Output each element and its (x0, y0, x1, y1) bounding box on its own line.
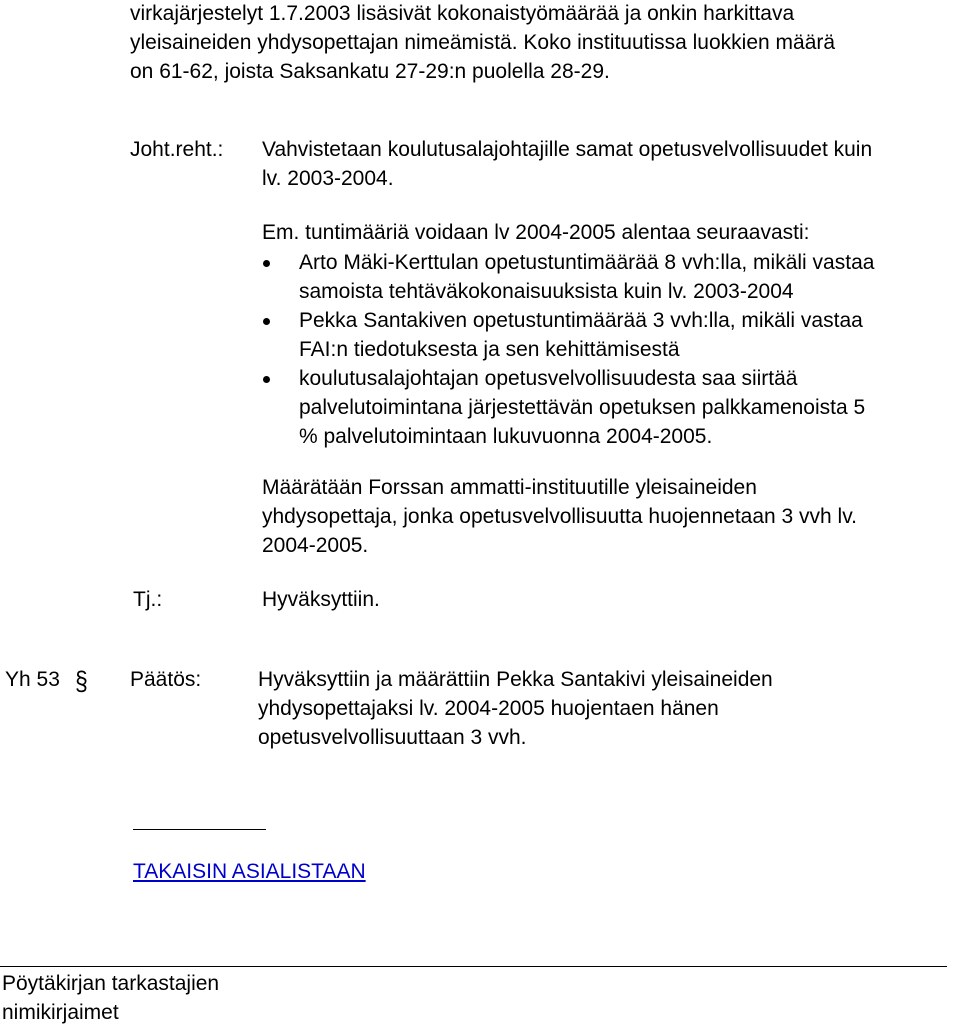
assignment-line: yhdysopettaja, jonka opetusvelvollisuutta huojennetaan 3 vvh lv. (262, 505, 858, 528)
footer-rule (0, 966, 947, 967)
bullet-line: samoista tehtäväkokonaisuuksista kuin lv. 2003-2004 (299, 280, 794, 303)
assignment-line: Määrätään Forssan ammatti-instituutille yleisaineiden (262, 476, 757, 499)
bullet-item (299, 306, 863, 364)
separator-rule (133, 829, 266, 830)
assignment-paragraph (262, 473, 857, 560)
decision-line: yhdysopettajaksi lv. 2004-2005 huojentaen hänen (258, 697, 719, 720)
decision-line: Hyväksyttiin ja määrättiin Pekka Santakivi yleisaineiden (258, 668, 773, 691)
bullet-line: Arto Mäki-Kerttulan opetustuntimäärää 8 vvh:lla, mikäli vastaa (299, 251, 875, 274)
bullet-line: FAI:n tiedotuksesta ja sen kehittämisestä (299, 338, 680, 361)
bullet-item (299, 364, 865, 451)
intro-paragraph (130, 0, 835, 86)
footer-line: Pöytäkirjan tarkastajien (2, 972, 220, 995)
bullet-dot (263, 318, 270, 325)
proposal-line: lv. 2003-2004. (262, 167, 394, 190)
proposal-line: Vahvistetaan koulutusalajohtajille samat opetusvelvollisuudet kuin (262, 138, 873, 161)
intro-line: yleisaineiden yhdysopettajan nimeämistä. Koko instituutissa luokkien määrä (130, 31, 836, 54)
intro-line: on 61-62, joista Saksankatu 27-29:n puolella 28-29. (130, 60, 610, 83)
section-sign: § (75, 665, 88, 696)
bullet-line: koulutusalajohtajan opetusvelvollisuudesta saa siirtää (299, 367, 798, 390)
assignment-line: 2004-2005. (262, 534, 369, 557)
bullet-dot (263, 260, 270, 267)
footer-line: nimikirjaimet (2, 1001, 119, 1024)
intro-line: virkajärjestelyt 1.7.2003 lisäsivät kokonaistyömäärää ja onkin harkittava (130, 2, 795, 25)
section-ref: Yh 53 (5, 668, 60, 691)
joht-reht-label: Joht.reht.: (130, 138, 224, 161)
bullet-item (299, 248, 874, 306)
decision-text (258, 665, 773, 752)
bullet-line: % palvelutoimintaan lukuvuonna 2004-2005. (299, 425, 713, 448)
bullet-line: palvelutoimintana järjestettävän opetuksen palkkamenoista 5 (299, 396, 866, 419)
bullet-dot (263, 376, 270, 383)
proposal-paragraph (262, 135, 872, 193)
back-to-agenda-link[interactable]: TAKAISIN ASIALISTAAN (133, 860, 366, 883)
footer-initials (2, 969, 219, 1027)
bullet-line: Pekka Santakiven opetustuntimäärää 3 vvh:lla, mikäli vastaa (299, 309, 863, 332)
em-intro: Em. tuntimääriä voidaan lv 2004-2005 alentaa seuraavasti: (262, 221, 810, 244)
decision-line: opetusvelvollisuuttaan 3 vvh. (258, 726, 527, 749)
tj-text: Hyväksyttiin. (262, 588, 380, 611)
decision-label: Päätös: (130, 668, 202, 691)
tj-label: Tj.: (133, 588, 163, 611)
